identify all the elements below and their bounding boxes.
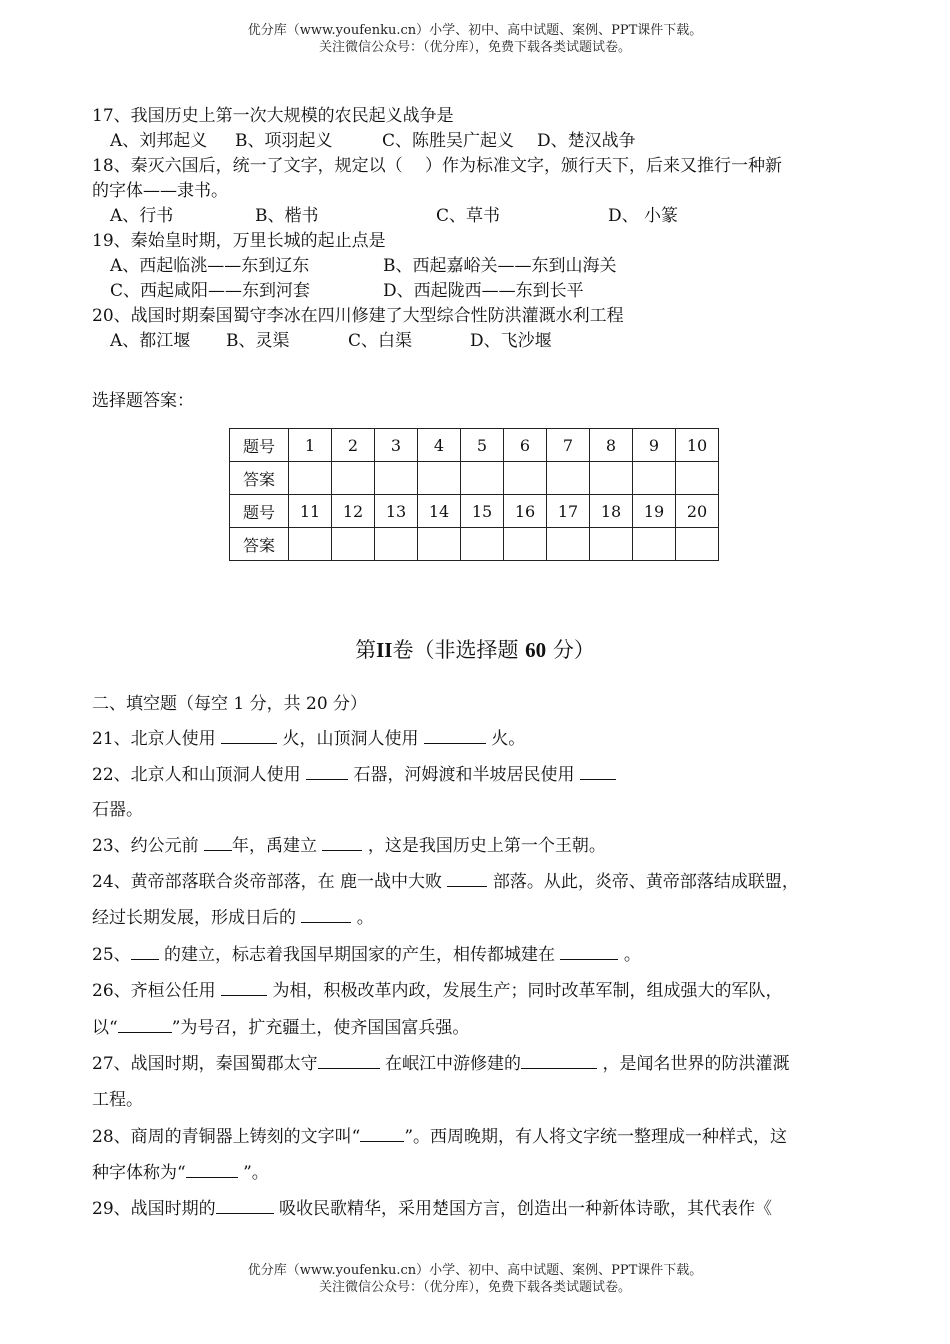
question-number: 11 bbox=[289, 495, 332, 528]
question-number: 17 bbox=[547, 495, 590, 528]
q29 bbox=[92, 1194, 772, 1219]
q29-text: 29、战国时期的 bbox=[92, 1199, 216, 1219]
q20-option-d: D、飞沙堰 bbox=[470, 331, 552, 351]
title-part: 分） bbox=[546, 638, 595, 662]
q17-option-a: A、刘邦起义 bbox=[110, 131, 208, 151]
q26-blank-1[interactable] bbox=[221, 978, 267, 996]
q24-blank-2[interactable] bbox=[301, 905, 351, 923]
question-number: 18 bbox=[590, 495, 633, 528]
answer-cell[interactable] bbox=[418, 528, 461, 561]
answer-cell[interactable] bbox=[461, 462, 504, 495]
answer-cell[interactable] bbox=[332, 462, 375, 495]
q20-option-c: C、白渠 bbox=[348, 331, 413, 351]
answer-cell[interactable] bbox=[590, 462, 633, 495]
question-number: 6 bbox=[504, 429, 547, 462]
q20-option-a: A、都江堰 bbox=[110, 331, 191, 351]
q27-line-2: 工程。 bbox=[92, 1090, 143, 1110]
question-number: 2 bbox=[332, 429, 375, 462]
q23-text: 23、约公元前 bbox=[92, 836, 205, 856]
answer-label: 答案 bbox=[230, 528, 289, 561]
question-number: 13 bbox=[375, 495, 418, 528]
q25 bbox=[92, 940, 641, 965]
q25-blank-2[interactable] bbox=[560, 942, 618, 960]
number-row-1 bbox=[230, 429, 719, 462]
question-number: 20 bbox=[676, 495, 719, 528]
question-number: 4 bbox=[418, 429, 461, 462]
number-label: 题号 bbox=[230, 495, 289, 528]
q22-text: 石器，河姆渡和半坡居民使用 bbox=[348, 765, 580, 785]
number-row-2 bbox=[230, 495, 719, 528]
q28-blank-2[interactable] bbox=[186, 1160, 238, 1178]
q26-text: 为相，积极改革内政，发展生产；同时改革军制，组成强大的军队， bbox=[267, 981, 783, 1001]
question-number: 10 bbox=[676, 429, 719, 462]
footer-line-2: 关注微信公众号：（优分库），免费下载各类试题试卷。 bbox=[318, 1280, 631, 1295]
q26-blank-2[interactable] bbox=[118, 1015, 172, 1033]
answer-cell[interactable] bbox=[289, 528, 332, 561]
question-number: 1 bbox=[289, 429, 332, 462]
title-score: 60 bbox=[525, 638, 547, 662]
q26-line-2 bbox=[92, 1013, 469, 1038]
answer-cell[interactable] bbox=[504, 462, 547, 495]
q27-text: 27、战国时期，秦国蜀郡太守 bbox=[92, 1054, 318, 1074]
question-number: 19 bbox=[633, 495, 676, 528]
q20-stem: 20、战国时期秦国蜀守李冰在四川修建了大型综合性防洪灌溉水利工程 bbox=[92, 306, 624, 326]
q17-stem: 17、我国历史上第一次大规模的农民起义战争是 bbox=[92, 106, 454, 126]
q22-blank-1[interactable] bbox=[306, 762, 348, 780]
q27-text: 在岷江中游修建的 bbox=[379, 1054, 522, 1074]
question-number: 9 bbox=[633, 429, 676, 462]
answer-cell[interactable] bbox=[375, 528, 418, 561]
q21-blank-1[interactable] bbox=[221, 726, 277, 744]
answer-label: 答案 bbox=[230, 462, 289, 495]
answer-cell[interactable] bbox=[375, 462, 418, 495]
q26-text: 26、齐桓公任用 bbox=[92, 981, 222, 1001]
question-number: 15 bbox=[461, 495, 504, 528]
q21 bbox=[92, 724, 525, 749]
q18-stem-line-1: 18、秦灭六国后，统一了文字，规定以（ ）作为标准文字，颁行天下，后来又推行一种新 bbox=[92, 156, 783, 176]
q28-text: ”。西周晚期，有人将文字统一整理成一种样式，这 bbox=[404, 1127, 788, 1147]
q22-line-2: 石器。 bbox=[92, 800, 143, 820]
footer-line-1: 优分库（www.youfenku.cn）小学、初中、高中试题、案例、PPT课件下载。 bbox=[247, 1263, 703, 1278]
q19-option-d: D、西起陇西——东到长平 bbox=[383, 281, 584, 301]
question-number: 12 bbox=[332, 495, 375, 528]
q27-text: ，是闻名世界的防洪灌溉 bbox=[597, 1054, 790, 1074]
q25-text: 的建立，标志着我国早期国家的产生，相传都城建在 bbox=[158, 945, 561, 965]
answer-cell[interactable] bbox=[633, 462, 676, 495]
question-number: 7 bbox=[547, 429, 590, 462]
q23-text: 年，禹建立 bbox=[232, 836, 323, 856]
answer-row-2 bbox=[230, 528, 719, 561]
q21-text: 火，山顶洞人使用 bbox=[277, 729, 424, 749]
q27-blank-2[interactable] bbox=[521, 1051, 597, 1069]
title-part: 卷（非选择题 bbox=[392, 638, 526, 662]
q21-text: 火。 bbox=[485, 729, 526, 749]
q22 bbox=[92, 760, 616, 785]
answer-cell[interactable] bbox=[547, 528, 590, 561]
q25-text: 25、 bbox=[92, 945, 131, 965]
title-part: 第 bbox=[355, 638, 377, 662]
answer-cell[interactable] bbox=[676, 528, 719, 561]
q18-option-d: D、 小篆 bbox=[608, 206, 679, 226]
q20-option-b: B、灵渠 bbox=[226, 331, 290, 351]
answer-cell[interactable] bbox=[633, 528, 676, 561]
q18-option-a: A、行书 bbox=[110, 206, 174, 226]
answer-cell[interactable] bbox=[461, 528, 504, 561]
q27 bbox=[92, 1049, 789, 1074]
q24-text: 经过长期发展，形成日后的 bbox=[92, 908, 302, 928]
question-number: 8 bbox=[590, 429, 633, 462]
q17-option-c: C、陈胜吴广起义 bbox=[382, 131, 515, 151]
answer-cell[interactable] bbox=[504, 528, 547, 561]
q24-text: 部落。从此，炎帝、黄帝部落结成联盟， bbox=[487, 872, 799, 892]
question-number: 16 bbox=[504, 495, 547, 528]
q19-stem: 19、秦始皇时期，万里长城的起止点是 bbox=[92, 231, 386, 251]
q18-option-b: B、楷书 bbox=[255, 206, 319, 226]
page-footer bbox=[0, 1262, 950, 1296]
answer-cell[interactable] bbox=[590, 528, 633, 561]
q28-blank-1[interactable] bbox=[360, 1124, 404, 1142]
question-number: 14 bbox=[418, 495, 461, 528]
page-header bbox=[0, 22, 950, 56]
number-label: 题号 bbox=[230, 429, 289, 462]
q24-text: 24、黄帝部落联合炎帝部落，在 鹿一战中大败 bbox=[92, 872, 448, 892]
q21-blank-2[interactable] bbox=[424, 726, 486, 744]
q29-text: 吸收民歌精华，采用楚国方言，创造出一种新体诗歌，其代表作《 bbox=[273, 1199, 773, 1219]
q24 bbox=[92, 867, 799, 892]
q23 bbox=[92, 831, 606, 856]
header-line-2: 关注微信公众号：（优分库），免费下载各类试题试卷。 bbox=[318, 40, 631, 55]
q28-text: 种字体称为“ bbox=[92, 1163, 186, 1183]
q17-option-d: D、楚汉战争 bbox=[537, 131, 636, 151]
answer-table bbox=[229, 428, 719, 561]
section-2-title bbox=[0, 634, 950, 664]
q24-text: 。 bbox=[351, 908, 374, 928]
q24-blank-1[interactable] bbox=[447, 869, 487, 887]
q25-text: 。 bbox=[618, 945, 641, 965]
question-number: 5 bbox=[461, 429, 504, 462]
header-line-1: 优分库（www.youfenku.cn）小学、初中、高中试题、案例、PPT课件下载。 bbox=[247, 23, 703, 38]
answer-cell[interactable] bbox=[289, 462, 332, 495]
q28 bbox=[92, 1122, 787, 1147]
q26-text: ”为号召，扩充疆土，使齐国国富兵强。 bbox=[171, 1018, 470, 1038]
q27-blank-1[interactable] bbox=[318, 1051, 380, 1069]
q21-text: 21、北京人使用 bbox=[92, 729, 222, 749]
title-roman: II bbox=[376, 638, 393, 662]
q28-text: 28、商周的青铜器上铸刻的文字叫“ bbox=[92, 1127, 361, 1147]
q28-text: ”。 bbox=[237, 1163, 269, 1183]
q23-text: ，这是我国历史上第一个王朝。 bbox=[362, 836, 606, 856]
answer-cell[interactable] bbox=[332, 528, 375, 561]
answer-cell[interactable] bbox=[418, 462, 461, 495]
q26 bbox=[92, 976, 782, 1001]
fill-section-heading: 二、填空题（每空 1 分，共 20 分） bbox=[92, 694, 368, 714]
q23-blank-2[interactable] bbox=[322, 833, 362, 851]
q24-line-2 bbox=[92, 903, 374, 928]
q19-option-a: A、西起临洮——东到辽东 bbox=[110, 256, 310, 276]
q25-blank-1[interactable] bbox=[131, 942, 159, 960]
answer-cell[interactable] bbox=[547, 462, 590, 495]
answer-row-1 bbox=[230, 462, 719, 495]
q23-blank-1[interactable] bbox=[204, 833, 232, 851]
answer-cell[interactable] bbox=[676, 462, 719, 495]
answer-caption: 选择题答案： bbox=[92, 391, 194, 411]
q22-text: 22、北京人和山顶洞人使用 bbox=[92, 765, 307, 785]
question-number: 3 bbox=[375, 429, 418, 462]
q28-line-2 bbox=[92, 1158, 269, 1183]
q22-blank-2[interactable] bbox=[580, 762, 616, 780]
q18-stem-line-2: 的字体——隶书。 bbox=[92, 181, 228, 201]
q29-blank-1[interactable] bbox=[216, 1196, 274, 1214]
q19-option-b: B、西起嘉峪关——东到山海关 bbox=[383, 256, 617, 276]
q17-option-b: B、项羽起义 bbox=[235, 131, 333, 151]
q18-option-c: C、草书 bbox=[436, 206, 501, 226]
q19-option-c: C、西起咸阳——东到河套 bbox=[110, 281, 311, 301]
q26-text: 以“ bbox=[92, 1018, 118, 1038]
